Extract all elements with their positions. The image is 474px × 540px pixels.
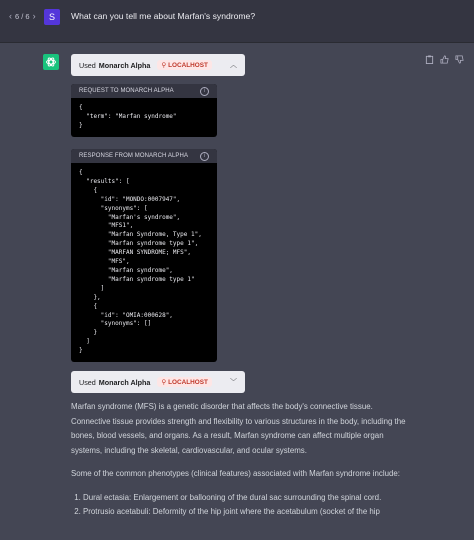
request-header xyxy=(71,84,217,98)
chevron-left-icon[interactable]: ‹ xyxy=(9,11,12,21)
used-prefix: Used xyxy=(79,377,96,387)
chevron-up-icon[interactable]: ︿ xyxy=(230,62,237,69)
message-actions xyxy=(425,55,464,64)
plugin-usage-toggle[interactable] xyxy=(71,54,245,76)
plugin-usage-toggle-2[interactable] xyxy=(71,371,245,393)
localhost-badge xyxy=(157,60,211,70)
badge-label: LOCALHOST xyxy=(168,378,208,386)
plugin-name: Monarch Alpha xyxy=(98,377,151,387)
answer-paragraph-2: Some of the common phenotypes (clinical features) associated with Marfan syndrome include: xyxy=(71,469,400,478)
plug-icon: ⚲ xyxy=(161,379,167,386)
localhost-badge xyxy=(157,377,211,387)
phenotype-list xyxy=(71,491,411,520)
plug-icon: ⚲ xyxy=(161,62,167,69)
request-code-block xyxy=(71,84,217,137)
response-code: { "results": [ { "id": "MONDO:0007947", "synonyms": [ "Marfan's syndrome", "MFS1", "Marfan Syndrome, Type 1", "Marfan syndrome type 1", "MARFAN SYNDROME; MFS", "MFS", "Marfan syndrome", "Marfan syndrome type 1" ] }, { "id": "OMIA:000628", "synonyms": [] } ] } xyxy=(79,169,202,355)
badge-label: LOCALHOST xyxy=(168,61,208,69)
plugin-name: Monarch Alpha xyxy=(98,60,151,70)
thumbs-up-icon[interactable] xyxy=(440,55,449,64)
request-header-label: REQUEST TO MONARCH ALPHA xyxy=(79,88,174,94)
list-item: 1. Dural ectasia: Enlargement or ballooning of the dural sac surrounding the spinal cord. xyxy=(83,491,411,506)
response-header-label: RESPONSE FROM MONARCH ALPHA xyxy=(79,153,189,159)
assistant-answer xyxy=(71,400,411,520)
response-code-block xyxy=(71,149,217,362)
request-code: { "term": "Marfan syndrome" } xyxy=(79,104,177,129)
chevron-right-icon[interactable]: › xyxy=(32,11,36,21)
chevron-down-icon[interactable]: ﹀ xyxy=(230,379,237,386)
used-prefix: Used xyxy=(79,60,96,70)
info-icon[interactable]: i xyxy=(200,152,209,161)
clipboard-icon[interactable] xyxy=(425,55,434,64)
list-item: 2. Protrusio acetabuli: Deformity of the hip joint where the acetabulum (socket of the hip xyxy=(83,505,411,520)
thumbs-down-icon[interactable] xyxy=(455,55,464,64)
user-message-row xyxy=(0,0,474,43)
answer-paragraph-1: Marfan syndrome (MFS) is a genetic disorder that affects the body's connective tissue. Connective tissue provides strength and flexibility to various structures in the body, including the bones, blood vessels, and organs. As a result, Marfan syndrome can affect multiple organ systems, including the skeletal, cardiovascular, and ocular systems. xyxy=(71,402,406,455)
user-message-text: What can you tell me about Marfan's syndrome? xyxy=(71,11,256,21)
response-header xyxy=(71,149,217,163)
pager-label: 6 / 6 xyxy=(15,11,30,21)
assistant-avatar xyxy=(43,54,59,70)
user-avatar: S xyxy=(44,9,60,25)
info-icon[interactable]: i xyxy=(200,87,209,96)
openai-logo-icon xyxy=(45,56,57,68)
response-pager xyxy=(9,11,36,21)
